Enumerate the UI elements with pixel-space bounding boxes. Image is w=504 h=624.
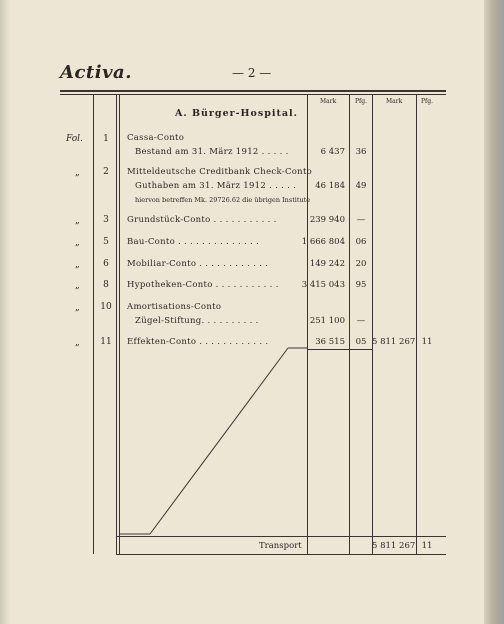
row-mark: 3 415 043: [301, 280, 345, 290]
header-mark2: Mark: [386, 98, 403, 105]
col-divider-text-left: [116, 94, 117, 554]
row-description: Mitteldeutsche Creditbank Check-Conto: [127, 167, 313, 177]
bottom-rule-end: [116, 554, 446, 555]
page-number: — 2 —: [232, 66, 272, 80]
page-gutter-shadow: [0, 0, 10, 624]
top-rule-thick: [60, 90, 446, 92]
row-pfg: 49: [355, 181, 367, 191]
col-divider-fol: [93, 94, 94, 554]
row-total-mark: 5 811 267: [372, 337, 416, 347]
ditto-mark: „: [75, 238, 80, 248]
row-mark: 6 437: [320, 147, 345, 157]
fol-label: Fol.: [66, 134, 83, 144]
row-pfg: —: [356, 316, 366, 326]
row-pfg: 05: [355, 337, 367, 347]
row-description: Amortisations-Conto: [127, 302, 222, 312]
row-number: 11: [100, 337, 112, 347]
row-description-detail: Bestand am 31. März 1912 . . . . .: [135, 147, 289, 157]
row-number: 1: [103, 134, 109, 144]
blank-space-diagonal: [120, 346, 310, 538]
ditto-mark: „: [75, 303, 80, 313]
transport-label: Transport: [259, 541, 302, 551]
row-description: Effekten-Conto . . . . . . . . . . . .: [127, 337, 269, 347]
ditto-mark: „: [75, 216, 80, 226]
sum-rule: [308, 349, 372, 350]
bottom-rule: [116, 536, 446, 537]
col-divider-mark2: [372, 94, 373, 554]
top-rule-thin: [60, 94, 446, 95]
row-total-pfg: 11: [421, 337, 433, 347]
transport-mark: 5 811 267: [372, 541, 416, 551]
row-description: Mobiliar-Conto . . . . . . . . . . . .: [127, 259, 269, 269]
ditto-mark: „: [75, 281, 80, 291]
row-mark: 36 515: [315, 337, 345, 347]
ditto-mark: „: [75, 260, 80, 270]
row-note: hiervon betreffen Mk. 29726.62 die übrigen Institute: [135, 196, 311, 204]
next-page-edge: [484, 0, 504, 624]
row-pfg: 36: [355, 147, 367, 157]
row-number: 2: [103, 167, 109, 177]
row-pfg: 06: [355, 237, 367, 247]
row-mark: 251 100: [309, 316, 345, 326]
header-mark: Mark: [320, 98, 337, 105]
row-mark: 149 242: [309, 259, 345, 269]
row-description: Cassa-Conto: [127, 133, 185, 143]
header-pfg: Pfg.: [355, 98, 368, 105]
row-pfg: 20: [355, 259, 367, 269]
row-description: Bau-Conto . . . . . . . . . . . . . .: [127, 237, 260, 247]
row-number: 8: [103, 280, 109, 290]
row-mark: 46 184: [315, 181, 345, 191]
header-pfg2: Pfg.: [421, 98, 434, 105]
row-number: 10: [100, 302, 112, 312]
ditto-mark: „: [75, 168, 80, 178]
row-mark: 1 666 804: [301, 237, 345, 247]
page-title: Activa.: [60, 62, 132, 83]
section-title: A. Bürger-Hospital.: [175, 108, 298, 119]
transport-pfg: 11: [421, 541, 433, 551]
row-number: 5: [103, 237, 109, 247]
ditto-mark: „: [75, 338, 80, 348]
row-description: Grundstück-Conto . . . . . . . . . . .: [127, 215, 277, 225]
row-pfg: —: [356, 215, 366, 225]
row-mark: 239 940: [309, 215, 345, 225]
row-description-detail: Zügel-Stiftung. . . . . . . . . .: [135, 316, 259, 326]
row-description: Hypotheken-Conto . . . . . . . . . . .: [127, 280, 279, 290]
row-pfg: 95: [355, 280, 367, 290]
row-number: 6: [103, 259, 109, 269]
col-divider-pfg2: [416, 94, 417, 554]
row-number: 3: [103, 215, 109, 225]
row-description-detail: Guthaben am 31. März 1912 . . . . .: [135, 181, 297, 191]
